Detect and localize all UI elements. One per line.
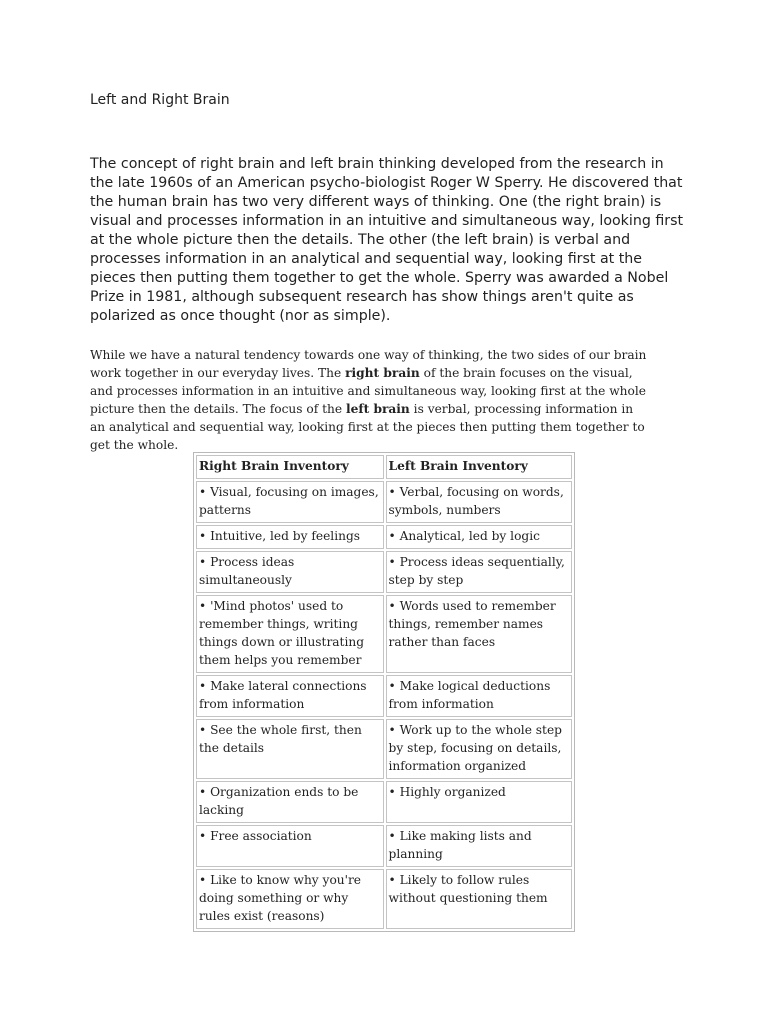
table-header-row <box>196 455 572 479</box>
table-row <box>196 825 572 867</box>
intro-paragraph: The concept of right brain and left brain thinking developed from the research in the late 1960s of an American psycho-biologist Roger W Sperry. He discovered that the human brain has two very different ways of thinking. One (the right brain) is visual and processes information in an intuitive and simultaneous way, looking first at the whole picture then the details. The other (the left brain) is verbal and processes information in an analytical and sequential way, looking first at the pieces then putting them together to get the whole. Sperry was awarded a Nobel Prize in 1981, although subsequent research has show things aren't quite as polarized as once thought (nor as simple). <box>90 156 684 324</box>
body-text-part: While we have a natural tendency towards one way of thinking, the two sides of our brain work together in our everyday lives. The <box>90 348 647 380</box>
left-brain-cell: • Likely to follow rules without questioning them <box>386 869 572 929</box>
right-brain-cell: • 'Mind photos' used to remember things, writing things down or illustrating them helps you remember <box>196 595 384 673</box>
body-text-part: of the brain focuses on the visual, and processes information in an intuitive and simultaneous way, looking first at the whole picture then the details. The focus of the <box>90 366 646 416</box>
right-brain-cell: • Process ideas simultaneously <box>196 551 384 593</box>
table-row <box>196 481 572 523</box>
left-brain-cell: • Make logical deductions from information <box>386 675 572 717</box>
right-brain-cell: • Like to know why you're doing something or why rules exist (reasons) <box>196 869 384 929</box>
table-row <box>196 675 572 717</box>
body-text-part: is verbal, processing information in an analytical and sequential way, looking first at the pieces then putting them together to get the whole. <box>90 402 645 452</box>
table-row <box>196 781 572 823</box>
left-brain-cell: • Like making lists and planning <box>386 825 572 867</box>
right-brain-cell: • Free association <box>196 825 384 867</box>
table-row <box>196 525 572 549</box>
body-paragraph <box>90 346 650 454</box>
left-brain-cell: • Highly organized <box>386 781 572 823</box>
right-brain-cell: • See the whole first, then the details <box>196 719 384 779</box>
table-row <box>196 595 572 673</box>
header-right-brain: Right Brain Inventory <box>196 455 384 479</box>
table-row <box>196 551 572 593</box>
left-brain-cell: • Process ideas sequentially, step by step <box>386 551 572 593</box>
right-brain-cell: • Make lateral connections from information <box>196 675 384 717</box>
right-brain-cell: • Visual, focusing on images, patterns <box>196 481 384 523</box>
brain-inventory-table <box>193 452 575 932</box>
bold-term-right-brain: right brain <box>345 366 420 380</box>
table-row <box>196 719 572 779</box>
left-brain-cell: • Verbal, focusing on words, symbols, numbers <box>386 481 572 523</box>
left-brain-cell: • Words used to remember things, remember names rather than faces <box>386 595 572 673</box>
right-brain-cell: • Intuitive, led by feelings <box>196 525 384 549</box>
right-brain-cell: • Organization ends to be lacking <box>196 781 384 823</box>
table-row <box>196 869 572 929</box>
bold-term-left-brain: left brain <box>345 402 410 416</box>
header-left-brain: Left Brain Inventory <box>386 455 572 479</box>
document-title: Left and Right Brain <box>90 92 230 108</box>
left-brain-cell: • Work up to the whole step by step, focusing on details, information organized <box>386 719 572 779</box>
left-brain-cell: • Analytical, led by logic <box>386 525 572 549</box>
